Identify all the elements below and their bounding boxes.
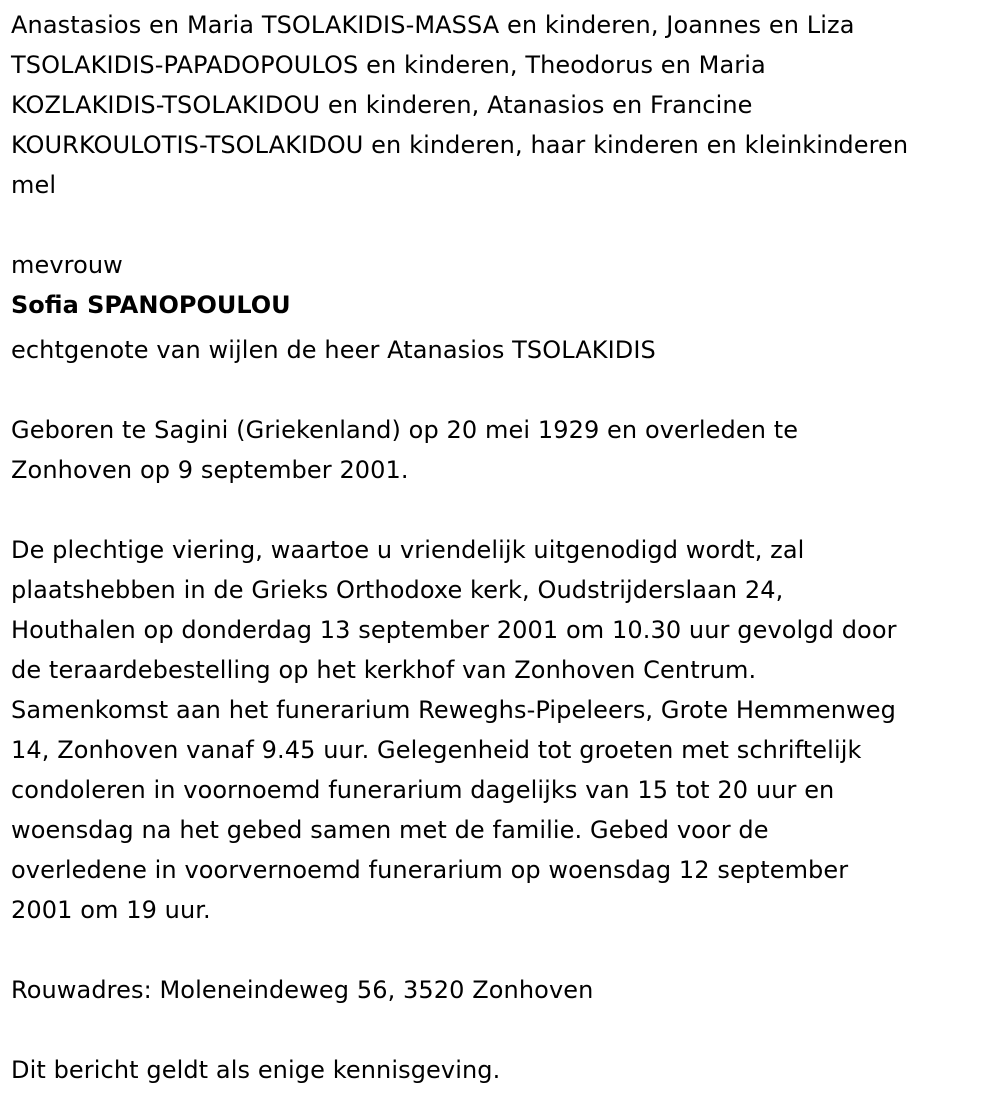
ceremony-line: 14, Zonhoven vanaf 9.45 uur. Gelegenheid tot groeten met schriftelijk — [11, 736, 862, 764]
spouse-text: echtgenote van wijlen de heer Atanasios TSOLAKIDIS — [11, 336, 656, 364]
obituary-notice — [11, 5, 996, 1090]
ceremony-paragraph — [11, 530, 996, 930]
closing-note: Dit bericht geldt als enige kennisgeving. — [11, 1056, 501, 1084]
ceremony-line: 2001 om 19 uur. — [11, 896, 211, 924]
ceremony-line: Samenkomst aan het funerarium Reweghs-Pipeleers, Grote Hemmenweg — [11, 696, 896, 724]
ceremony-line: De plechtige viering, waartoe u vriendelijk uitgenodigd wordt, zal — [11, 536, 805, 564]
ceremony-line: overledene in voorvernoemd funerarium op woensdag 12 september — [11, 856, 849, 884]
mourning-address: Rouwadres: Moleneindeweg 56, 3520 Zonhoven — [11, 976, 594, 1004]
ceremony-line: condoleren in voornoemd funerarium dagelijks van 15 tot 20 uur en — [11, 776, 835, 804]
birth-death-line: Geboren te Sagini (Griekenland) op 20 mei 1929 en overleden te — [11, 416, 799, 444]
intro-paragraph — [11, 5, 996, 205]
ceremony-line: de teraardebestelling op het kerkhof van Zonhoven Centrum. — [11, 656, 757, 684]
birth-death-line: Zonhoven op 9 september 2001. — [11, 456, 409, 484]
deceased-name: Sofia SPANOPOULOU — [11, 291, 291, 319]
spacer — [11, 930, 996, 970]
intro-line: Anastasios en Maria TSOLAKIDIS-MASSA en kinderen, Joannes en Liza — [11, 11, 855, 39]
ceremony-line: woensdag na het gebed samen met de familie. Gebed voor de — [11, 816, 769, 844]
title-text: mevrouw — [11, 251, 123, 279]
birth-death-paragraph — [11, 410, 996, 490]
ceremony-line: plaatshebben in de Grieks Orthodoxe kerk, Oudstrijderslaan 24, — [11, 576, 784, 604]
spacer — [11, 370, 996, 410]
spacer — [11, 490, 996, 530]
ceremony-line: Houthalen op donderdag 13 september 2001 om 10.30 uur gevolgd door — [11, 616, 897, 644]
intro-line: KOURKOULOTIS-TSOLAKIDOU en kinderen, haar kinderen en kleinkinderen — [11, 131, 909, 159]
intro-line: mel — [11, 171, 57, 199]
intro-line: KOZLAKIDIS-TSOLAKIDOU en kinderen, Atanasios en Francine — [11, 91, 753, 119]
spacer — [11, 1010, 996, 1050]
spacer — [11, 205, 996, 245]
intro-line: TSOLAKIDIS-PAPADOPOULOS en kinderen, Theodorus en Maria — [11, 51, 766, 79]
